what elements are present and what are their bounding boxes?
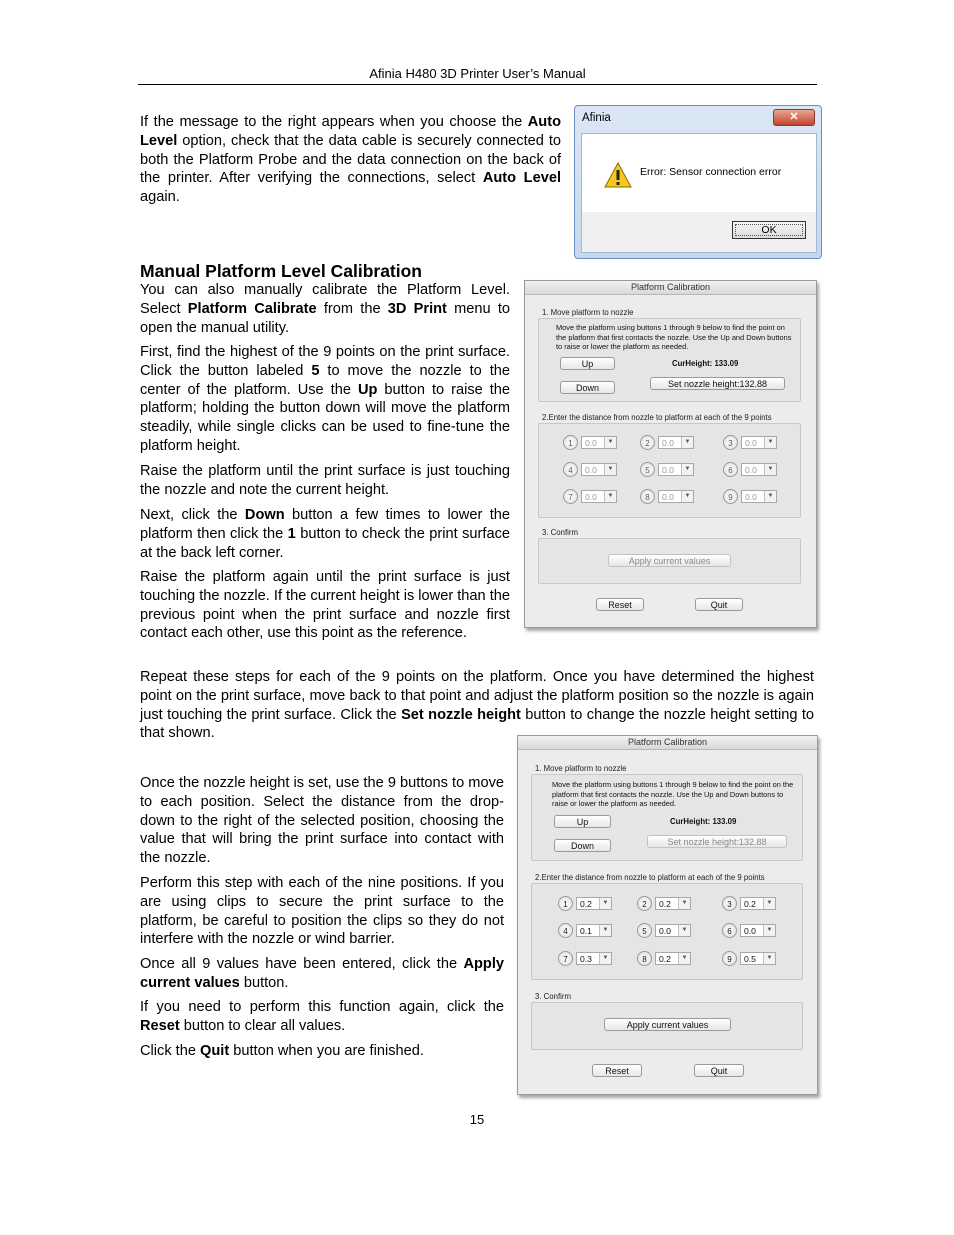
point-1 <box>563 435 619 452</box>
p2-text-2: to move the nozzle to the center of the platform. Use the <box>140 362 510 398</box>
chevron-down-icon: ▼ <box>604 437 616 448</box>
point-select-6[interactable] <box>740 924 776 937</box>
step1-description: Move the platform using buttons 1 through 9 below to find the point on the platform that first contacts the nozzle. Use the Up and Down buttons to raise or lower the platform as needed. <box>552 780 794 809</box>
chevron-down-icon: ▼ <box>764 491 776 502</box>
chevron-down-icon: ▼ <box>763 898 775 909</box>
point-button-8[interactable]: 8 <box>640 489 655 504</box>
platform-calibration-window-2 <box>517 735 818 1095</box>
point-select-3[interactable] <box>740 897 776 910</box>
p1-text-1: You can also manually calibrate the Platform Level. Select <box>140 282 510 317</box>
p6-bold-1: Set nozzle height <box>401 706 521 723</box>
p4-text-2: button a few times to lower the platform then click the <box>140 507 510 542</box>
point-value-4: 0.0 <box>585 465 597 475</box>
point-7 <box>563 489 619 506</box>
point-button-5[interactable]: 5 <box>637 923 652 938</box>
point-button-4[interactable]: 4 <box>563 462 578 477</box>
chevron-down-icon: ▼ <box>599 925 611 936</box>
chevron-down-icon: ▼ <box>599 953 611 964</box>
p4-bold-1: Down <box>244 507 285 523</box>
error-dialog <box>574 105 822 259</box>
window-title: Platform Calibration <box>518 736 817 750</box>
point-value-9: 0.5 <box>744 954 756 964</box>
window-title: Platform Calibration <box>525 281 816 295</box>
point-6 <box>722 923 778 940</box>
p2-text-3: button to raise the platform; holding the button down will move the platform steadily, while single clicks can be used to fine-tune the platform height. <box>140 381 511 454</box>
paragraph-1 <box>140 281 510 337</box>
point-button-6[interactable]: 6 <box>722 923 737 938</box>
p11-text-2: button when you are finished. <box>229 1043 424 1059</box>
point-select-7[interactable] <box>576 952 612 965</box>
point-3 <box>723 435 779 452</box>
p4-bold-2: 1 <box>287 525 296 542</box>
point-value-7: 0.0 <box>585 492 597 502</box>
point-5 <box>640 462 696 479</box>
chevron-down-icon: ▼ <box>681 464 693 475</box>
point-value-4: 0.1 <box>580 926 592 936</box>
point-value-8: 0.0 <box>662 492 674 502</box>
step2-label: 2.Enter the distance from nozzle to platform at each of the 9 points <box>542 413 772 422</box>
point-button-8[interactable]: 8 <box>637 951 652 966</box>
point-value-3: 0.0 <box>745 438 757 448</box>
section-title: Manual Platform Level Calibration <box>140 261 422 281</box>
down-button[interactable]: Down <box>560 381 615 394</box>
chevron-down-icon: ▼ <box>599 898 611 909</box>
point-value-2: 0.2 <box>659 899 671 909</box>
point-select-9[interactable] <box>740 952 776 965</box>
error-message: Error: Sensor connection error <box>640 166 782 178</box>
point-select-8[interactable] <box>655 952 691 965</box>
close-button[interactable]: ✕ <box>773 109 815 126</box>
point-select-5[interactable] <box>658 463 694 476</box>
point-value-6: 0.0 <box>744 926 756 936</box>
point-value-7: 0.3 <box>580 954 592 964</box>
point-value-6: 0.0 <box>745 465 757 475</box>
point-button-4[interactable]: 4 <box>558 923 573 938</box>
p1-text-3: menu to open the manual utility. <box>140 300 511 336</box>
set-nozzle-height-button[interactable]: Set nozzle height:132.88 <box>647 835 787 848</box>
point-button-9[interactable]: 9 <box>723 489 738 504</box>
p11-text-1: Click the <box>140 1043 201 1059</box>
point-select-5[interactable] <box>655 924 691 937</box>
p10-bold-1: Reset <box>140 1017 180 1034</box>
up-button[interactable]: Up <box>560 357 615 370</box>
paragraph-11 <box>140 1042 504 1061</box>
set-nozzle-height-button[interactable]: Set nozzle height:132.88 <box>650 377 785 390</box>
current-height: CurHeight: 133.09 <box>670 817 737 826</box>
point-button-6[interactable]: 6 <box>723 462 738 477</box>
p2-text-1: First, find the highest of the 9 points on the print surface. Click the button labeled <box>140 344 510 379</box>
chevron-down-icon: ▼ <box>678 898 690 909</box>
p2-bold-2: Up <box>357 381 378 398</box>
point-8 <box>640 489 696 506</box>
p11-bold-1: Quit <box>200 1043 230 1059</box>
point-button-7[interactable]: 7 <box>558 951 573 966</box>
step2-group <box>538 423 801 518</box>
p4-text-1: Next, click the <box>140 507 245 523</box>
apply-current-values-button[interactable]: Apply current values <box>604 1018 731 1031</box>
apply-current-values-button[interactable]: Apply current values <box>608 554 731 567</box>
intro-text-1: If the message to the right appears when you choose the <box>140 114 528 130</box>
error-dialog-body <box>581 133 817 213</box>
p2-bold-1: 5 <box>311 362 320 379</box>
point-button-2[interactable]: 2 <box>640 435 655 450</box>
point-select-2[interactable] <box>655 897 691 910</box>
chevron-down-icon: ▼ <box>681 437 693 448</box>
point-1 <box>558 896 614 913</box>
point-value-5: 0.0 <box>662 465 674 475</box>
point-select-3[interactable] <box>741 436 777 449</box>
point-value-1: 0.0 <box>585 438 597 448</box>
warning-icon <box>604 162 632 188</box>
ok-button[interactable]: OK <box>732 221 806 239</box>
point-select-2[interactable] <box>658 436 694 449</box>
chevron-down-icon: ▼ <box>763 953 775 964</box>
p9-text-1: Once all 9 values have been entered, click the <box>140 956 464 972</box>
point-value-5: 0.0 <box>659 926 671 936</box>
point-value-9: 0.0 <box>745 492 757 502</box>
p10-text-1: If you need to perform this function again, click the <box>140 999 504 1015</box>
p1-bold-2: 3D Print <box>387 300 447 317</box>
point-value-2: 0.0 <box>662 438 674 448</box>
point-8 <box>637 951 693 968</box>
step3-group <box>531 1002 803 1050</box>
point-9 <box>722 951 778 968</box>
p9-text-2: button. <box>239 974 289 991</box>
paragraph-10 <box>140 998 504 1036</box>
p9-bold-1: Apply current values <box>140 956 504 991</box>
quit-button[interactable]: Quit <box>694 1064 744 1077</box>
platform-calibration-window-1 <box>524 280 817 628</box>
intro-bold-auto-level-2: Auto Level <box>482 170 561 187</box>
point-value-1: 0.2 <box>580 899 592 909</box>
chevron-down-icon: ▼ <box>604 464 616 475</box>
intro-bold-auto-level: Auto Level <box>140 114 561 149</box>
step1-label: 1. Move platform to nozzle <box>535 764 627 773</box>
point-button-1[interactable]: 1 <box>563 435 578 450</box>
reset-button[interactable]: Reset <box>592 1064 642 1077</box>
point-button-1[interactable]: 1 <box>558 896 573 911</box>
p6-text-1: Repeat these steps for each of the 9 points on the platform. Once you have determined the highest point on the print surface, move back to that point and adjust the platform position so the nozzle is again just touching the print surface. Click the <box>140 669 814 723</box>
point-button-5[interactable]: 5 <box>640 462 655 477</box>
intro-text-3: again. <box>140 189 180 206</box>
step1-group <box>531 774 803 861</box>
point-select-4[interactable] <box>581 463 617 476</box>
point-4 <box>563 462 619 479</box>
point-button-7[interactable]: 7 <box>563 489 578 504</box>
chevron-down-icon: ▼ <box>604 491 616 502</box>
p10-text-2: button to clear all values. <box>179 1017 346 1034</box>
down-button[interactable]: Down <box>554 839 611 852</box>
point-4 <box>558 923 614 940</box>
p1-text-2: from the <box>316 300 388 317</box>
point-select-1[interactable] <box>576 897 612 910</box>
chevron-down-icon: ▼ <box>764 464 776 475</box>
point-value-3: 0.2 <box>744 899 756 909</box>
chevron-down-icon: ▼ <box>763 925 775 936</box>
step2-label: 2.Enter the distance from nozzle to platform at each of the 9 points <box>535 873 765 882</box>
intro-paragraph <box>140 113 561 207</box>
paragraph-7: Once the nozzle height is set, use the 9 buttons to move to each position. Select the distance from the drop-down to the right of the selected position, choosing the value that will bring the print surface into contact with the nozzle. <box>140 775 504 867</box>
point-select-6[interactable] <box>741 463 777 476</box>
running-header: Afinia H480 3D Printer User’s Manual <box>369 66 586 81</box>
step3-group <box>538 538 801 584</box>
point-button-3[interactable]: 3 <box>723 435 738 450</box>
step3-label: 3. Confirm <box>542 528 578 537</box>
chevron-down-icon: ▼ <box>678 953 690 964</box>
p4-text-3: button to check the print surface at the back left corner. <box>140 525 510 561</box>
point-2 <box>637 896 693 913</box>
chevron-down-icon: ▼ <box>681 491 693 502</box>
header-rule <box>138 84 817 85</box>
current-height: CurHeight: 133.09 <box>672 359 739 368</box>
point-button-9[interactable]: 9 <box>722 951 737 966</box>
paragraph-4 <box>140 506 510 562</box>
step1-group <box>538 318 801 402</box>
point-select-8[interactable] <box>658 490 694 503</box>
up-button[interactable]: Up <box>554 815 611 828</box>
paragraph-6 <box>140 668 814 743</box>
error-dialog-title: Afinia <box>582 112 611 124</box>
step3-label: 3. Confirm <box>535 992 571 1001</box>
point-7 <box>558 951 614 968</box>
point-select-7[interactable] <box>581 490 617 503</box>
point-button-3[interactable]: 3 <box>722 896 737 911</box>
step2-group <box>531 883 803 980</box>
point-select-1[interactable] <box>581 436 617 449</box>
step1-label: 1. Move platform to nozzle <box>542 308 634 317</box>
error-dialog-footer <box>581 212 817 253</box>
step1-description: Move the platform using buttons 1 through 9 below to find the point on the platform that first contacts the nozzle. Use the Up and Down buttons to raise or lower the platform as needed. <box>556 323 792 352</box>
page-number: 15 <box>469 1112 485 1127</box>
point-button-2[interactable]: 2 <box>637 896 652 911</box>
p1-bold-1: Platform Calibrate <box>187 300 317 317</box>
point-select-4[interactable] <box>576 924 612 937</box>
point-5 <box>637 923 693 940</box>
point-6 <box>723 462 779 479</box>
point-9 <box>723 489 779 506</box>
paragraph-2 <box>140 343 510 456</box>
point-select-9[interactable] <box>741 490 777 503</box>
chevron-down-icon: ▼ <box>678 925 690 936</box>
paragraph-5: Raise the platform again until the print surface is just touching the nozzle. If the current height is lower than the previous point when the print surface and nozzle first contact each other, use this point as the reference. <box>140 569 510 642</box>
point-2 <box>640 435 696 452</box>
reset-button[interactable]: Reset <box>596 598 644 611</box>
intro-text-2: option, check that the data cable is securely connected to both the Platform Probe and the data connection on the back of the printer. After verifying the connections, select <box>140 132 561 187</box>
point-3 <box>722 896 778 913</box>
chevron-down-icon: ▼ <box>764 437 776 448</box>
p6-text-2: button to change the nozzle height setting to that shown. <box>140 706 814 742</box>
paragraph-3: Raise the platform until the print surface is just touching the nozzle and note the current height. <box>140 463 510 498</box>
paragraph-8: Perform this step with each of the nine positions. If you are using clips to secure the print surface to the platform, be careful to position the clips so they do not interfere with the nozzle or wind barrier. <box>140 875 504 948</box>
paragraph-9 <box>140 955 504 993</box>
point-value-8: 0.2 <box>659 954 671 964</box>
quit-button[interactable]: Quit <box>695 598 743 611</box>
